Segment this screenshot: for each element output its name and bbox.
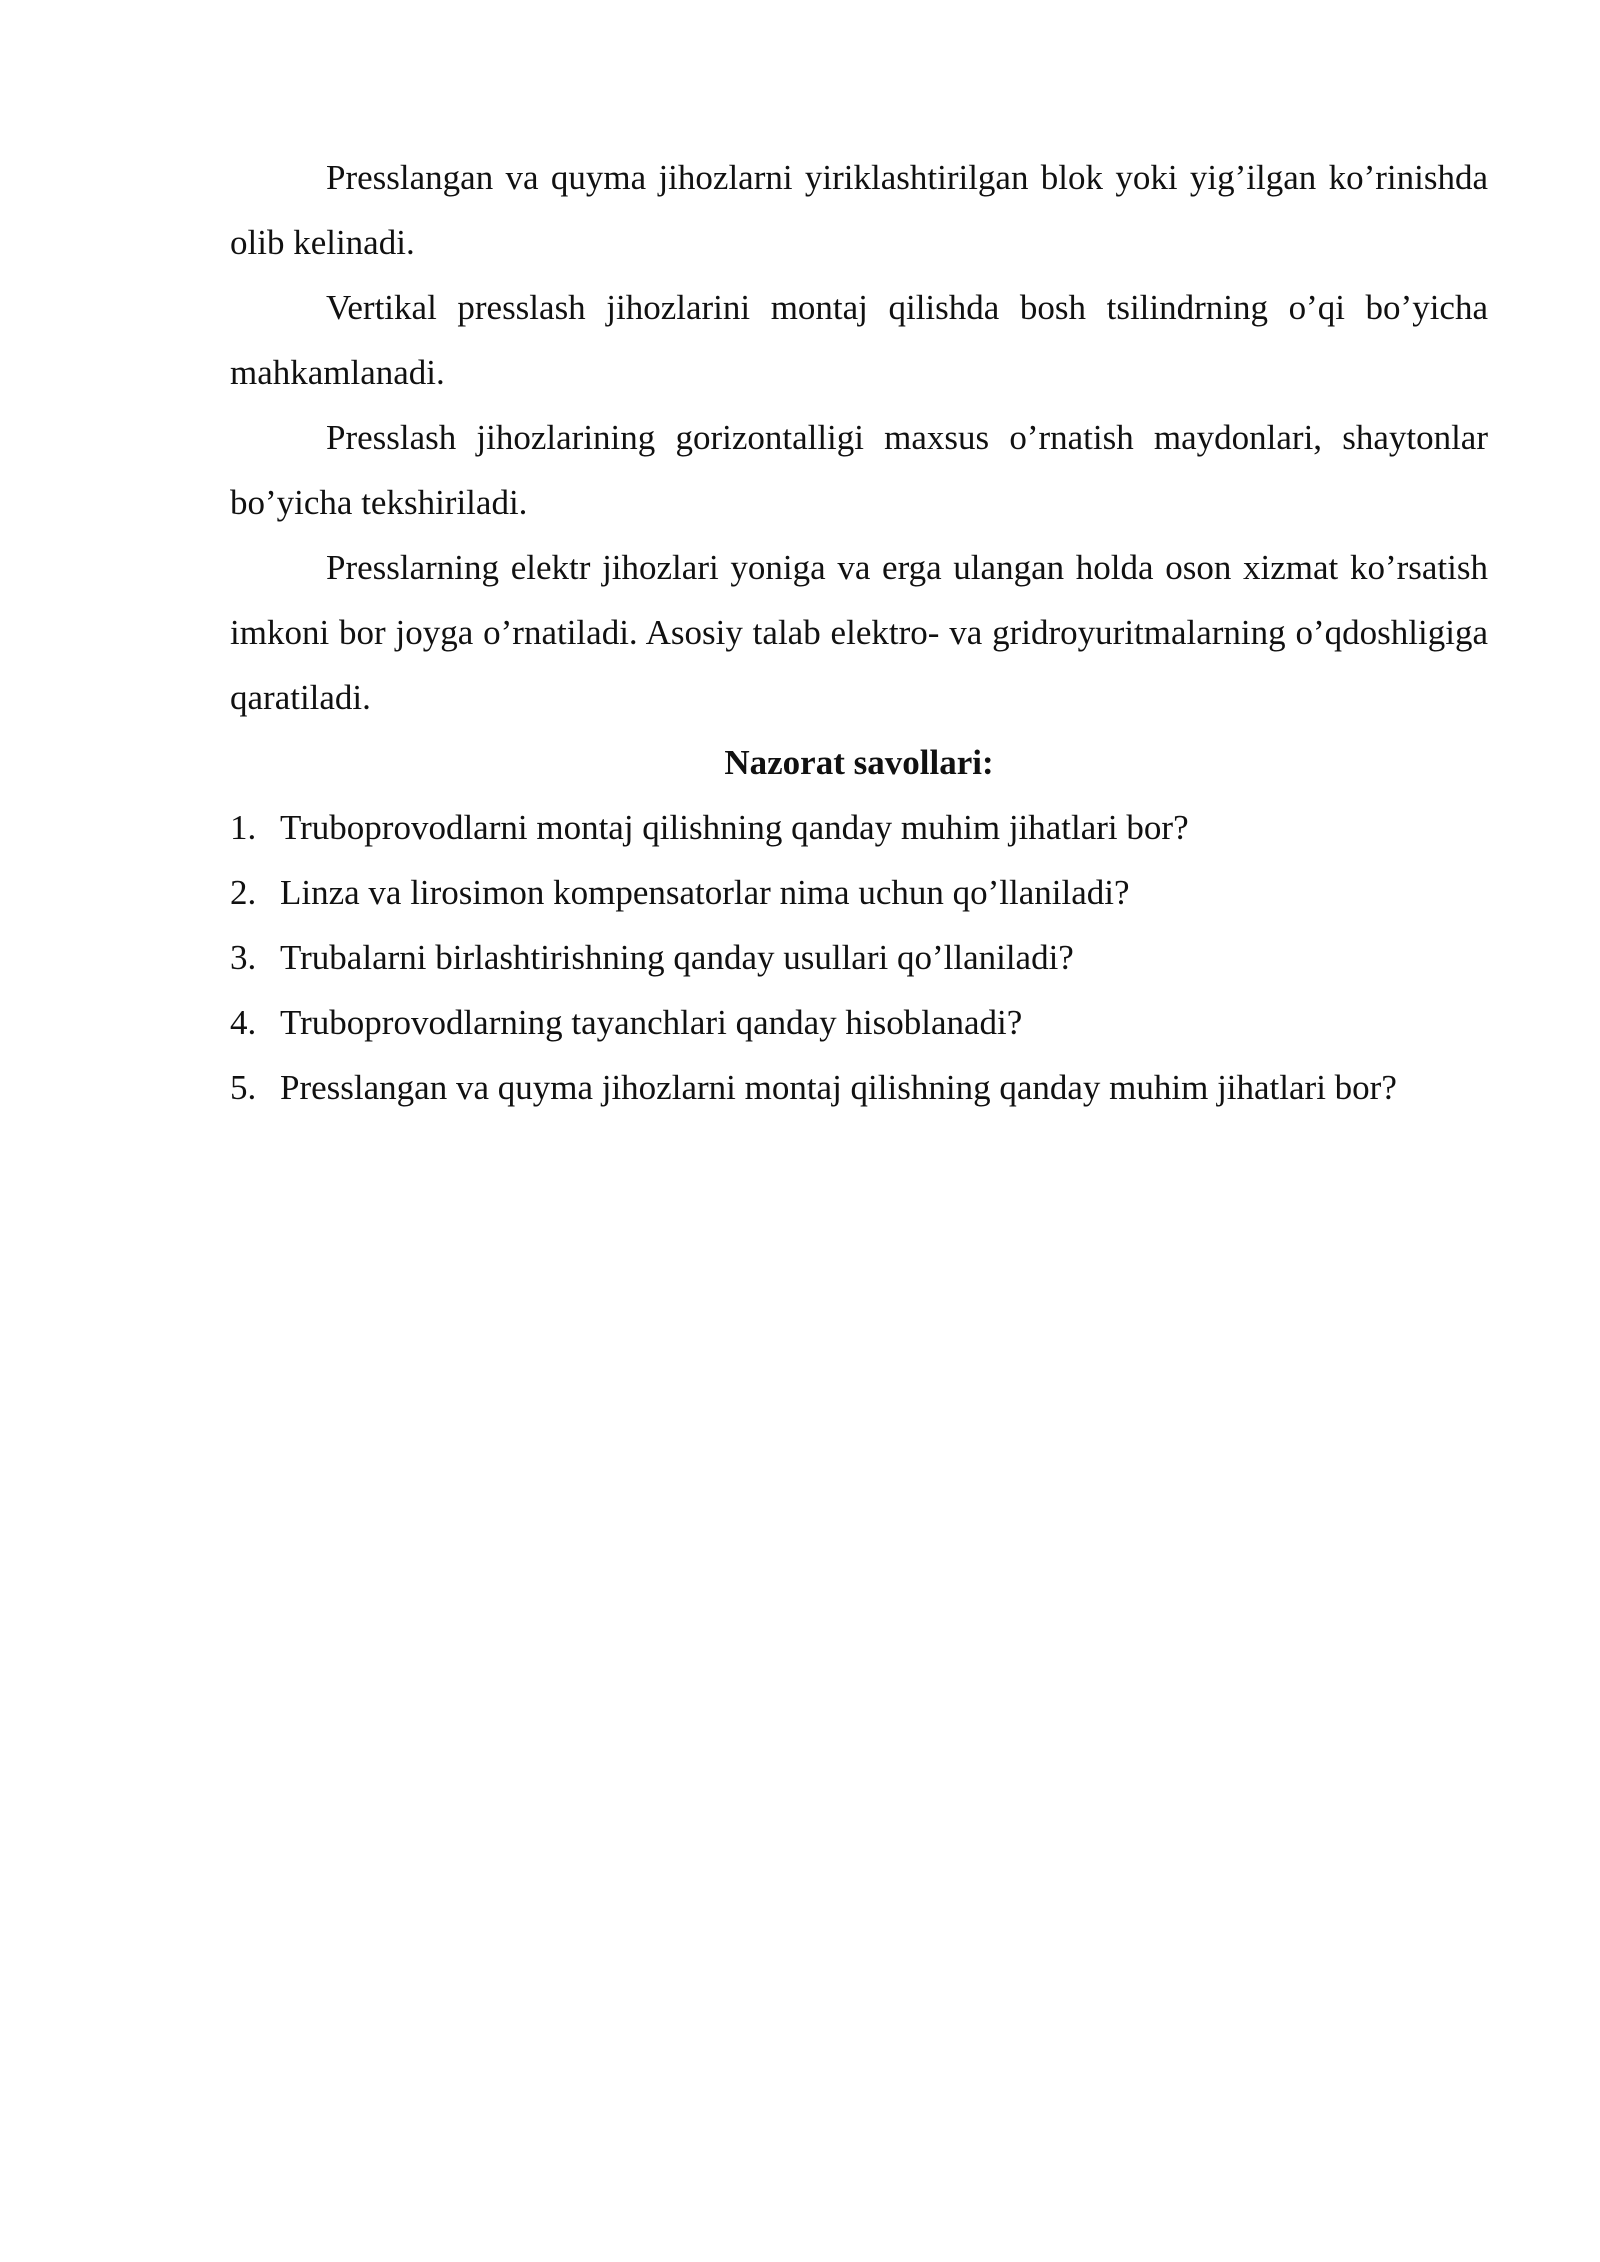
list-item [230, 925, 1488, 990]
item-number: 3. [230, 938, 257, 977]
section-heading: Nazorat savollari: [724, 743, 994, 782]
item-text: Truboprovodlarning tayanchlari qanday hisoblanadi? [280, 1003, 1023, 1042]
list-item [230, 860, 1488, 925]
questions-list [230, 795, 1488, 1120]
item-text: Linza va lirosimon kompensatorlar nima uchun qo’llaniladi? [280, 873, 1130, 912]
paragraph: Presslarning elektr jihozlari yoniga va erga ulangan holda oson xizmat ko’rsatish imkoni bor joyga o’rnatiladi. Asosiy talab elektro- va gridroyuritmalarning o’qdoshligiga qaratiladi. [230, 548, 1488, 717]
list-item [230, 990, 1488, 1055]
document-page [230, 145, 1488, 1120]
item-number: 1. [230, 808, 257, 847]
item-text: Presslangan va quyma jihozlarni montaj qilishning qanday muhim jihatlari bor? [280, 1068, 1397, 1107]
paragraph: Presslangan va quyma jihozlarni yiriklashtirilgan blok yoki yig’ilgan ko’rinishda olib kelinadi. [230, 158, 1488, 262]
item-number: 2. [230, 873, 257, 912]
item-text: Trubalarni birlashtirishning qanday usullari qo’llaniladi? [280, 938, 1074, 977]
paragraph: Vertikal presslash jihozlarini montaj qilishda bosh tsilindrning o’qi bo’yicha mahkamlanadi. [230, 288, 1488, 392]
paragraph: Presslash jihozlarining gorizontalligi maxsus o’rnatish maydonlari, shaytonlar bo’yicha tekshiriladi. [230, 418, 1488, 522]
list-item [230, 1055, 1488, 1120]
list-item [230, 795, 1488, 860]
item-text: Truboprovodlarni montaj qilishning qanday muhim jihatlari bor? [280, 808, 1189, 847]
item-number: 4. [230, 1003, 257, 1042]
item-number: 5. [230, 1068, 257, 1107]
